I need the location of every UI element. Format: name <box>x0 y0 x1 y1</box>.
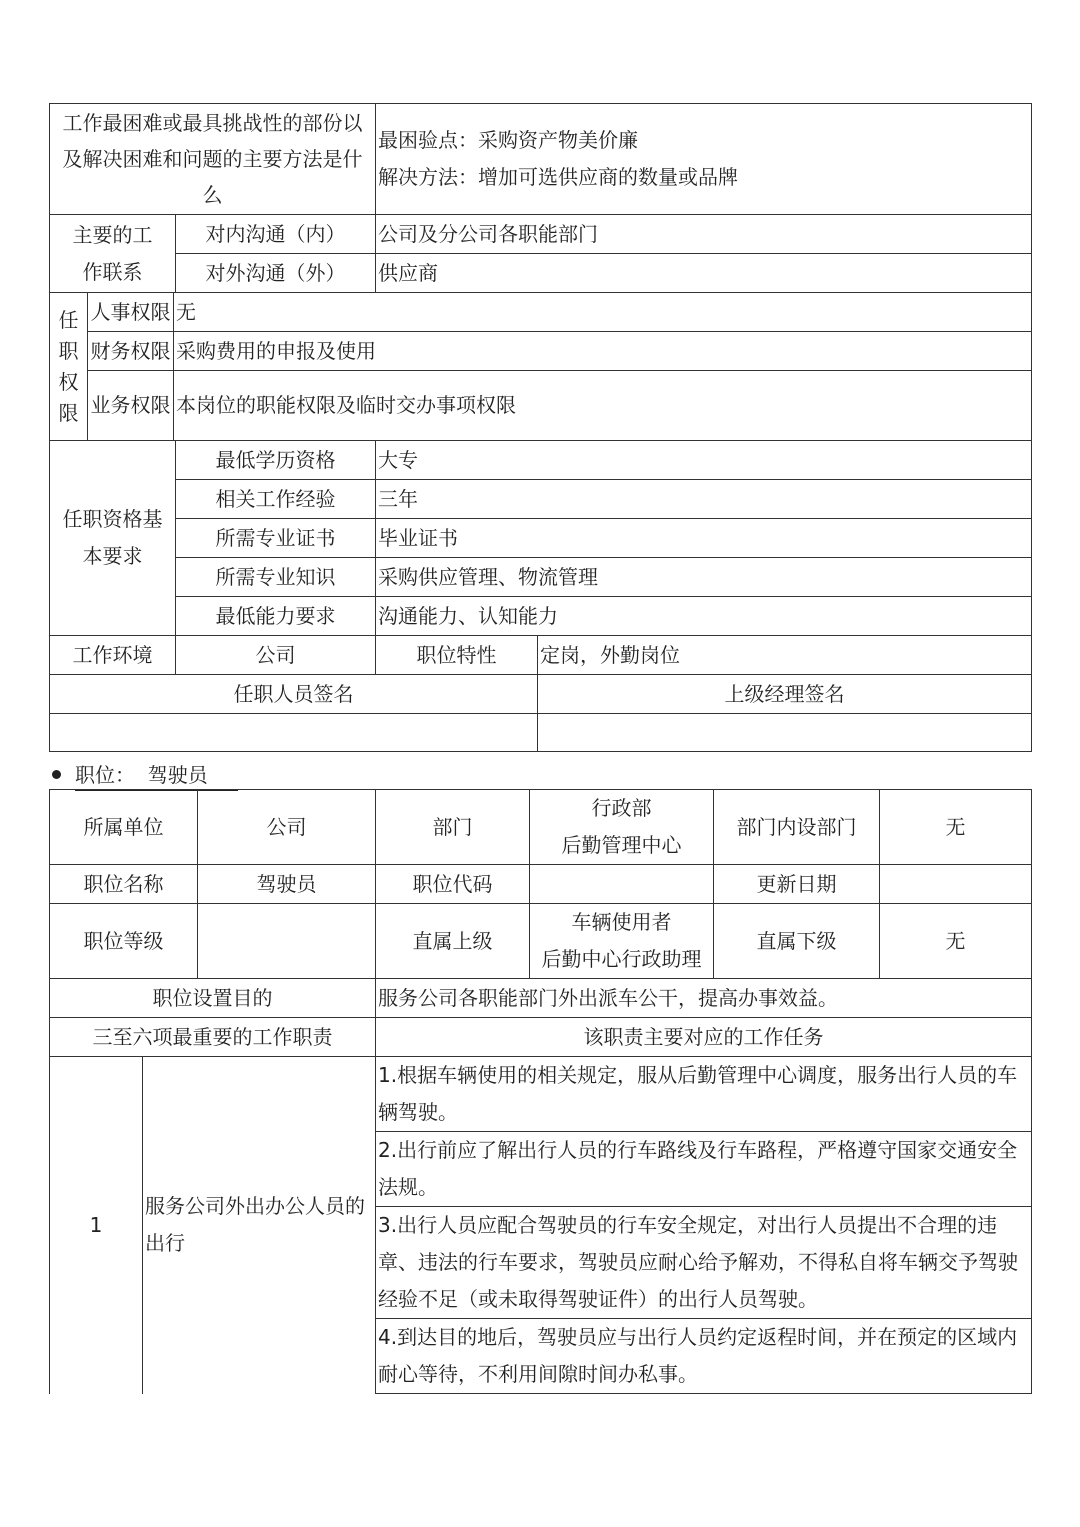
manager-signature-label: 上级经理签名 <box>538 675 1032 714</box>
employee-signature-field[interactable] <box>50 714 538 752</box>
environment-value: 公司 <box>176 636 376 675</box>
purpose-value: 服务公司各职能部门外出派车公干，提高办事效益。 <box>376 979 1032 1018</box>
position-code-label: 职位代码 <box>376 865 530 904</box>
environment-label: 工作环境 <box>50 636 176 675</box>
external-comm-label: 对外沟通（外） <box>176 254 376 293</box>
position-name-value: 驾驶员 <box>198 865 376 904</box>
qualification-row-label: 所需专业证书 <box>176 519 376 558</box>
department-value <box>530 790 714 865</box>
employee-signature-label: 任职人员签名 <box>50 675 538 714</box>
direct-superior-label: 直属上级 <box>376 904 530 979</box>
job-description-table-2 <box>49 789 1032 1394</box>
difficulty-line-1: 最困验点：采购资产物美价廉 <box>378 128 638 152</box>
qualification-row-label: 相关工作经验 <box>176 480 376 519</box>
bullet-icon <box>52 770 61 779</box>
purpose-label: 职位设置目的 <box>50 979 376 1018</box>
authority-label: 任职权限 <box>50 293 88 441</box>
qualification-label: 任职资格基本要求 <box>50 441 176 636</box>
personnel-authority-value: 无 <box>174 293 1032 332</box>
qualification-row-label: 所需专业知识 <box>176 558 376 597</box>
duty-title: 服务公司外出办公人员的出行 <box>143 1057 376 1394</box>
manager-signature-field[interactable] <box>538 714 1032 752</box>
update-date-value <box>880 865 1032 904</box>
sub-department-label: 部门内设部门 <box>714 790 880 865</box>
department-value-line-1: 行政部 <box>591 796 652 820</box>
duty-task: 2.出行前应了解出行人员的行车路线及行车路程，严格遵守国家交通安全法规。 <box>376 1132 1032 1207</box>
department-value-line-2: 后勤管理中心 <box>561 833 682 857</box>
qualification-row-label: 最低学历资格 <box>176 441 376 480</box>
qualification-row-label: 最低能力要求 <box>176 597 376 636</box>
duty-task: 1.根据车辆使用的相关规定，服从后勤管理中心调度，服务出行人员的车辆驾驶。 <box>376 1057 1032 1132</box>
direct-superior-value <box>530 904 714 979</box>
qualification-row-value: 毕业证书 <box>376 519 1032 558</box>
sub-department-value: 无 <box>880 790 1032 865</box>
position-heading-label: 职位： <box>75 763 135 787</box>
job-nature-label: 职位特性 <box>376 636 538 675</box>
direct-subordinate-value: 无 <box>880 904 1032 979</box>
position-code-value <box>530 865 714 904</box>
internal-comm-label: 对内沟通（内） <box>176 215 376 254</box>
difficulty-content <box>376 104 1032 215</box>
direct-superior-line-2: 后勤中心行政助理 <box>541 947 702 971</box>
duties-header: 三至六项最重要的工作职责 <box>50 1018 376 1057</box>
duty-number: 1 <box>50 1057 143 1394</box>
unit-value: 公司 <box>198 790 376 865</box>
position-heading-value: 驾驶员 <box>147 763 208 787</box>
qualification-row-value: 沟通能力、认知能力 <box>376 597 1032 636</box>
unit-label: 所属单位 <box>50 790 198 865</box>
relations-label: 主要的工作联系 <box>50 215 176 293</box>
difficulty-label: 工作最困难或最具挑战性的部份以及解决困难和问题的主要方法是什么 <box>50 104 376 215</box>
job-nature-value: 定岗，外勤岗位 <box>538 636 1032 675</box>
position-heading <box>52 760 238 791</box>
qualification-row-value: 大专 <box>376 441 1032 480</box>
position-grade-label: 职位等级 <box>50 904 198 979</box>
business-authority-label: 业务权限 <box>88 371 174 441</box>
tasks-header: 该职责主要对应的工作任务 <box>376 1018 1032 1057</box>
update-date-label: 更新日期 <box>714 865 880 904</box>
position-name-label: 职位名称 <box>50 865 198 904</box>
position-grade-value <box>198 904 376 979</box>
duty-task: 3.出行人员应配合驾驶员的行车安全规定，对出行人员提出不合理的违章、违法的行车要求，驾驶员应耐心给予解劝，不得私自将车辆交予驾驶经验不足（或未取得驾驶证件）的出行人员驾驶。 <box>376 1207 1032 1319</box>
qualification-row-value: 采购供应管理、物流管理 <box>376 558 1032 597</box>
difficulty-line-2: 解决方法：增加可选供应商的数量或品牌 <box>378 165 738 189</box>
finance-authority-label: 财务权限 <box>88 332 174 371</box>
finance-authority-value: 采购费用的申报及使用 <box>174 332 1032 371</box>
duty-task: 4.到达目的地后，驾驶员应与出行人员约定返程时间，并在预定的区域内耐心等待，不利用间隙时间办私事。 <box>376 1319 1032 1394</box>
department-label: 部门 <box>376 790 530 865</box>
direct-superior-line-1: 车辆使用者 <box>571 910 672 934</box>
internal-comm-value: 公司及分公司各职能部门 <box>376 215 1032 254</box>
qualification-row-value: 三年 <box>376 480 1032 519</box>
direct-subordinate-label: 直属下级 <box>714 904 880 979</box>
personnel-authority-label: 人事权限 <box>88 293 174 332</box>
external-comm-value: 供应商 <box>376 254 1032 293</box>
business-authority-value: 本岗位的职能权限及临时交办事项权限 <box>174 371 1032 441</box>
job-description-table-1 <box>49 103 1032 752</box>
